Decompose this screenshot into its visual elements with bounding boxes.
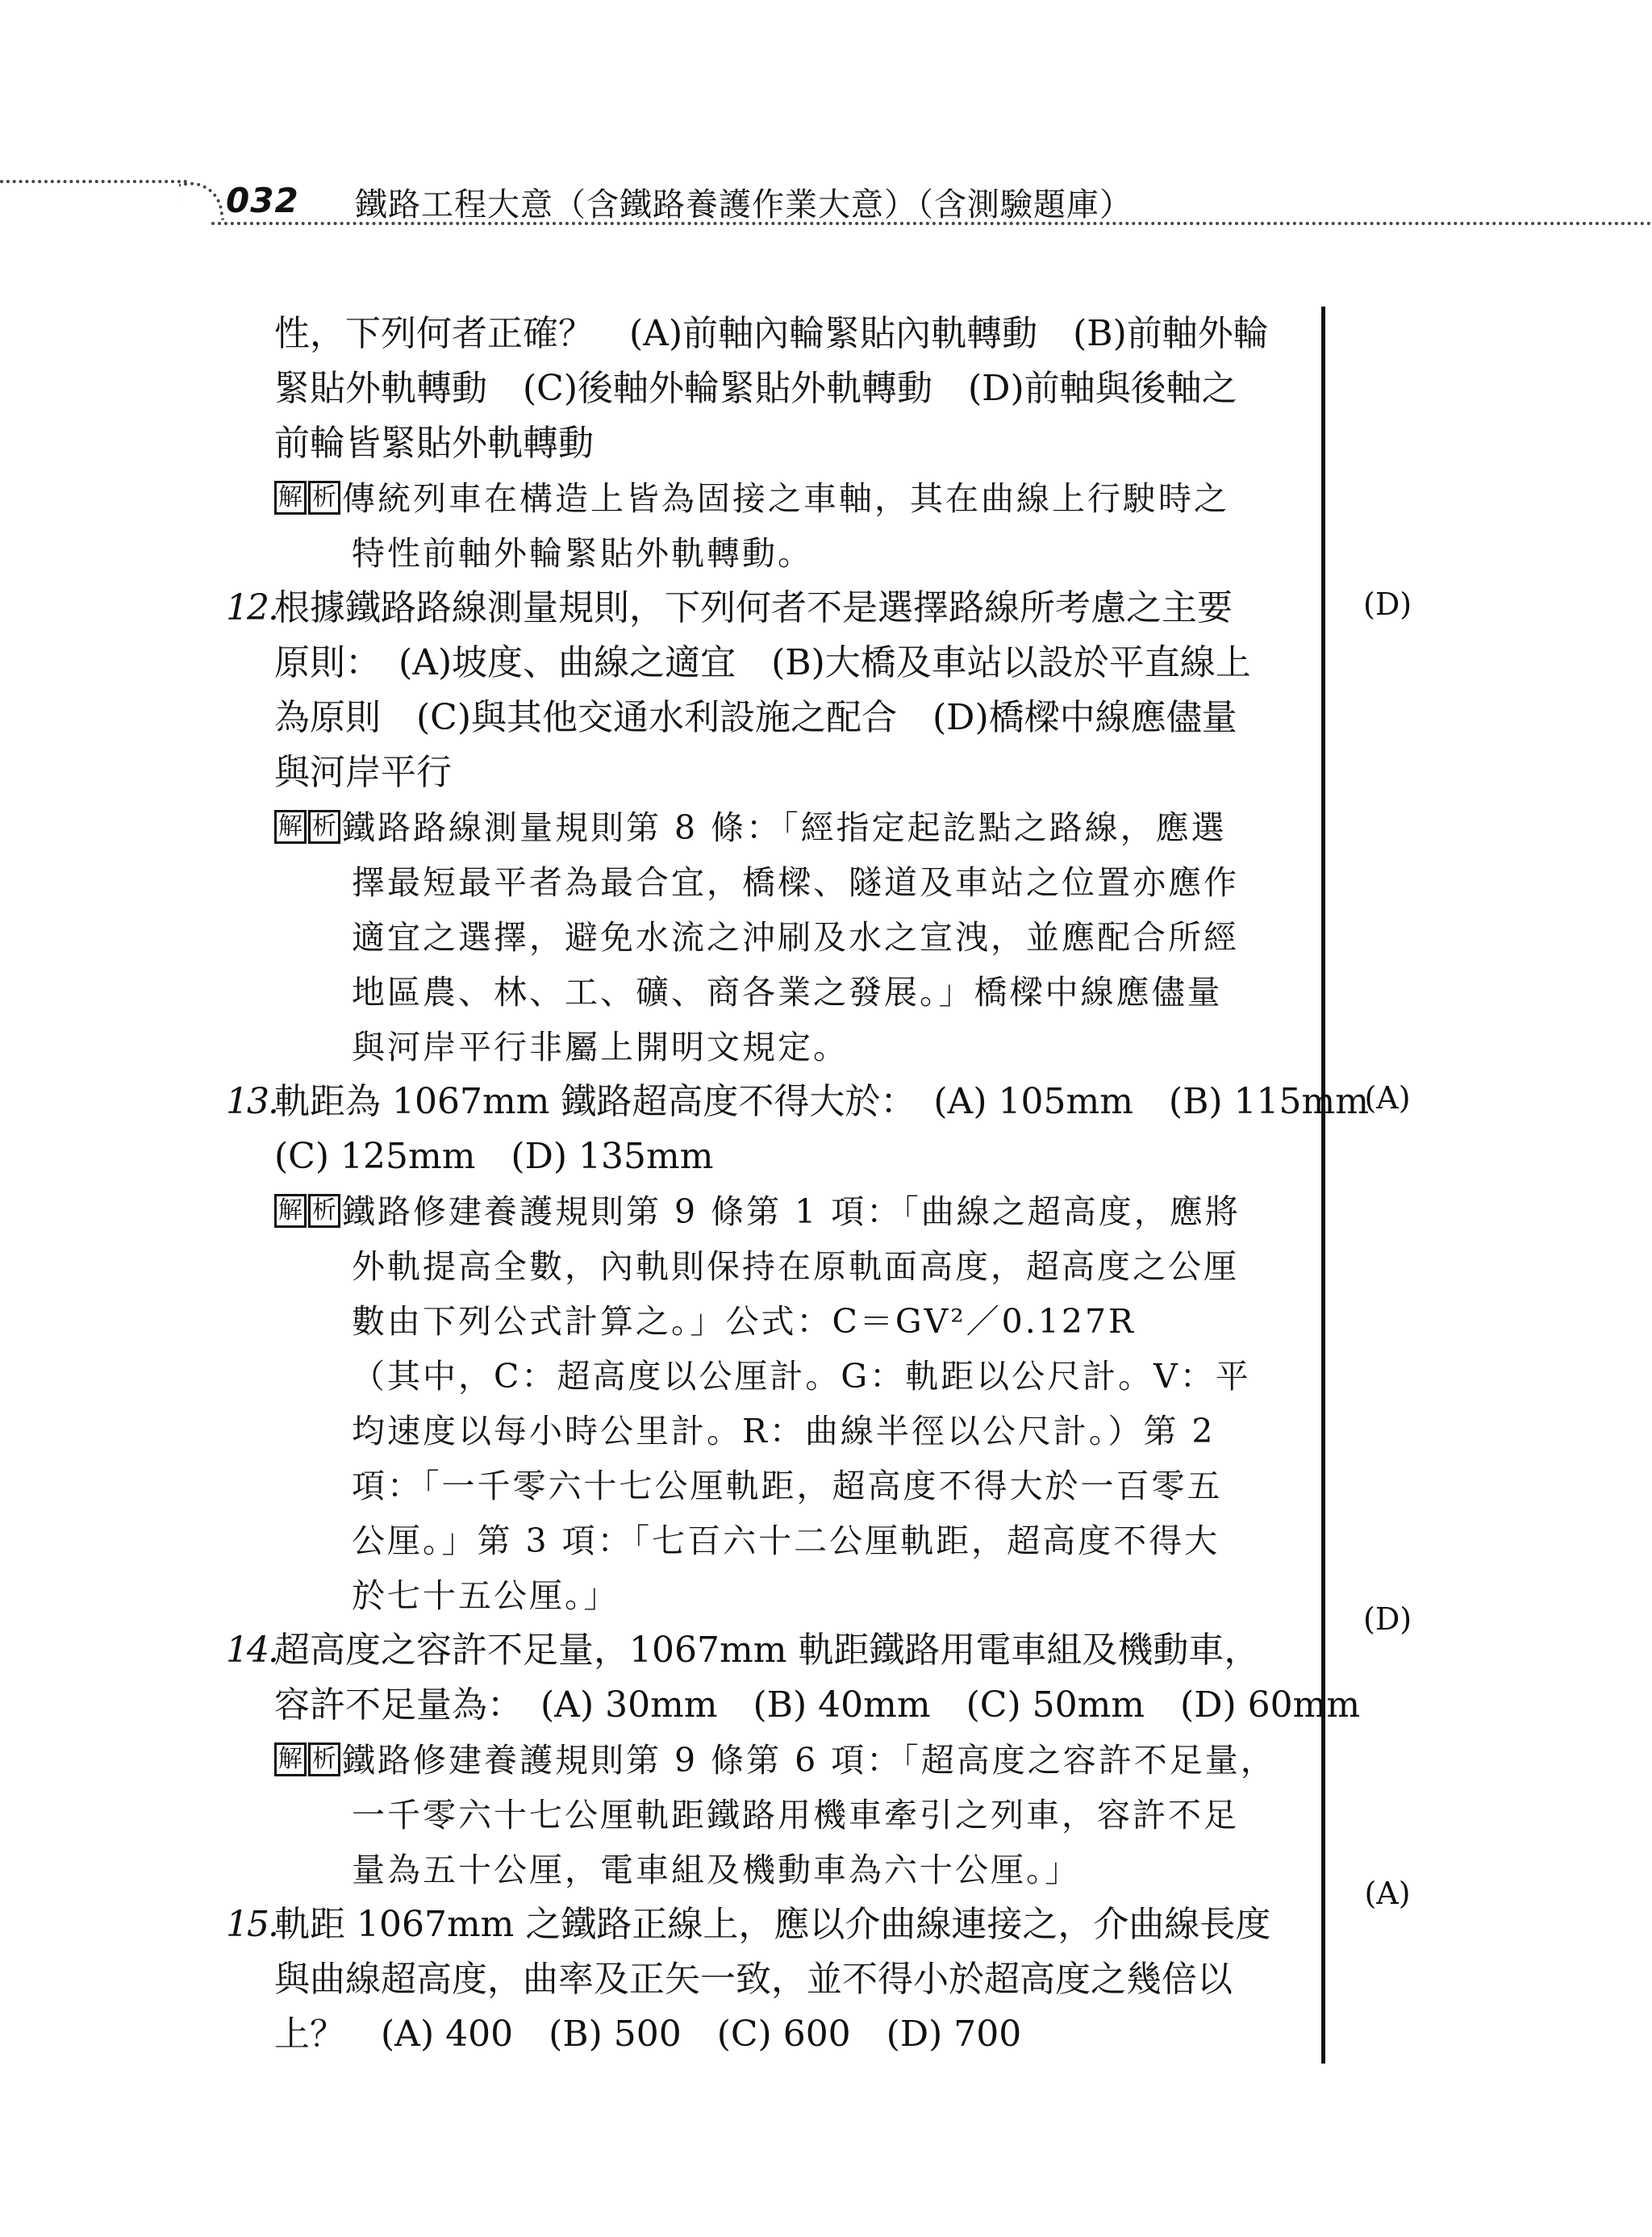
q13-explanation-line: 數由下列公式計算之。」公式：C＝GV²／0.127R xyxy=(352,1302,1136,1341)
question-content xyxy=(226,307,1369,2062)
answer-q15: (A) xyxy=(1364,1876,1411,1911)
q14-explanation-line: 一千零六十七公厘軌距鐵路用機車牽引之列車，容許不足 xyxy=(352,1796,1239,1834)
question-number: 13. xyxy=(226,1081,277,1122)
question-text: 軌距為 1067mm 鐵路超高度不得大於： (A) 105mm (B) 115mm xyxy=(274,1081,1369,1122)
q11-explanation-line xyxy=(226,471,1291,526)
q14-text-line xyxy=(226,1623,1291,1678)
answer-column-divider xyxy=(1321,307,1325,2064)
explanation-tag-jie: 解 xyxy=(274,481,307,515)
explanation-tag-jie: 解 xyxy=(274,1194,307,1228)
q12-text-line xyxy=(226,581,1291,636)
q13-text-line xyxy=(226,1075,1369,1129)
q11-explanation-line: 特性前軸外輪緊貼外軌轉動。 xyxy=(352,534,813,573)
q13-explanation-line: 公厘。」第 3 項：「七百六十二公厘軌距，超高度不得大 xyxy=(352,1521,1220,1560)
q12-explanation-line: 適宜之選擇，避免水流之沖刷及水之宣洩，並應配合所經 xyxy=(352,918,1239,957)
page-title: 鐵路工程大意（含鐵路養護作業大意）（含測驗題庫） xyxy=(355,186,1133,223)
page-number: 032 xyxy=(226,181,299,220)
explanation-text: 鐵路路線測量規則第 8 條：「經指定起訖點之路線，應選 xyxy=(342,808,1227,847)
q14-explanation-line xyxy=(226,1733,1291,1788)
explanation-text: 鐵路修建養護規則第 9 條第 6 項：「超高度之容許不足量， xyxy=(342,1741,1276,1780)
question-text: 軌距 1067mm 之鐵路正線上，應以介曲線連接之，介曲線長度 xyxy=(274,1904,1271,1945)
header-dotted-line-left xyxy=(0,180,187,183)
q13-explanation-line: 於七十五公厘。」 xyxy=(352,1576,620,1615)
explanation-tag-xi: 析 xyxy=(308,1194,340,1228)
q11-text-line: 緊貼外軌轉動 (C)後軸外輪緊貼外軌轉動 (D)前軸與後軸之 xyxy=(274,368,1237,409)
q13-explanation-line: 項：「一千零六十七公厘軌距，超高度不得大於一百零五 xyxy=(352,1467,1223,1505)
explanation-text: 傳統列車在構造上皆為固接之車軸，其在曲線上行駛時之 xyxy=(342,479,1229,518)
explanation-tag-xi: 析 xyxy=(308,481,340,515)
q12-explanation-line xyxy=(226,800,1291,855)
question-number: 12. xyxy=(226,587,277,628)
q15-text-line xyxy=(226,1897,1291,1952)
question-text: 根據鐵路路線測量規則，下列何者不是選擇路線所考慮之主要 xyxy=(274,587,1233,628)
q11-text-line: 性，下列何者正確？ (A)前軸內輪緊貼內軌轉動 (B)前軸外輪 xyxy=(274,313,1269,354)
explanation-tag-jie: 解 xyxy=(274,810,307,844)
answer-q12: (D) xyxy=(1363,586,1412,622)
q12-explanation-line: 地區農、林、工、礦、商各業之發展。」橋樑中線應儘量 xyxy=(352,973,1223,1012)
q12-explanation-line: 與河岸平行非屬上開明文規定。 xyxy=(352,1028,849,1066)
q15-text-line: 上？ (A) 400 (B) 500 (C) 600 (D) 700 xyxy=(274,2014,1022,2055)
q12-text-line: 為原則 (C)與其他交通水利設施之配合 (D)橋樑中線應儘量 xyxy=(274,697,1237,738)
header-dotted-curve xyxy=(179,177,225,227)
q13-text-line: (C) 125mm (D) 135mm xyxy=(274,1136,714,1177)
explanation-tag-xi: 析 xyxy=(308,1742,340,1776)
q12-text-line: 原則： (A)坡度、曲線之適宜 (B)大橋及車站以設於平直線上 xyxy=(274,642,1251,683)
q13-explanation-line: 外軌提高全數，內軌則保持在原軌面高度，超高度之公厘 xyxy=(352,1247,1239,1286)
explanation-tag-jie: 解 xyxy=(274,1742,307,1776)
answer-q14: (D) xyxy=(1363,1601,1412,1637)
q15-text-line: 與曲線超高度，曲率及正矢一致，並不得小於超高度之幾倍以 xyxy=(274,1959,1233,2000)
q11-text-line: 前輪皆緊貼外軌轉動 xyxy=(274,423,594,464)
answer-q13: (A) xyxy=(1364,1080,1411,1116)
q14-explanation-line: 量為五十公厘，電車組及機動車為六十公厘。」 xyxy=(352,1851,1081,1889)
q13-explanation-line: 均速度以每小時公里計。R：曲線半徑以公尺計。）第 2 xyxy=(352,1412,1216,1450)
q13-explanation-line xyxy=(226,1184,1291,1239)
q12-explanation-line: 擇最短最平者為最合宜，橋樑、隧道及車站之位置亦應作 xyxy=(352,863,1239,902)
question-text: 超高度之容許不足量，1067mm 軌距鐵路用電車組及機動車， xyxy=(274,1630,1260,1671)
q14-text-line: 容許不足量為： (A) 30mm (B) 40mm (C) 50mm (D) 60mm xyxy=(274,1684,1361,1726)
question-number: 14. xyxy=(226,1630,277,1671)
q13-explanation-line: （其中，C：超高度以公厘計。G：軌距以公尺計。V：平 xyxy=(352,1357,1251,1396)
q12-text-line: 與河岸平行 xyxy=(274,752,452,793)
explanation-tag-xi: 析 xyxy=(308,810,340,844)
question-number: 15. xyxy=(226,1904,277,1945)
explanation-text: 鐵路修建養護規則第 9 條第 1 項：「曲線之超高度，應將 xyxy=(342,1192,1241,1231)
